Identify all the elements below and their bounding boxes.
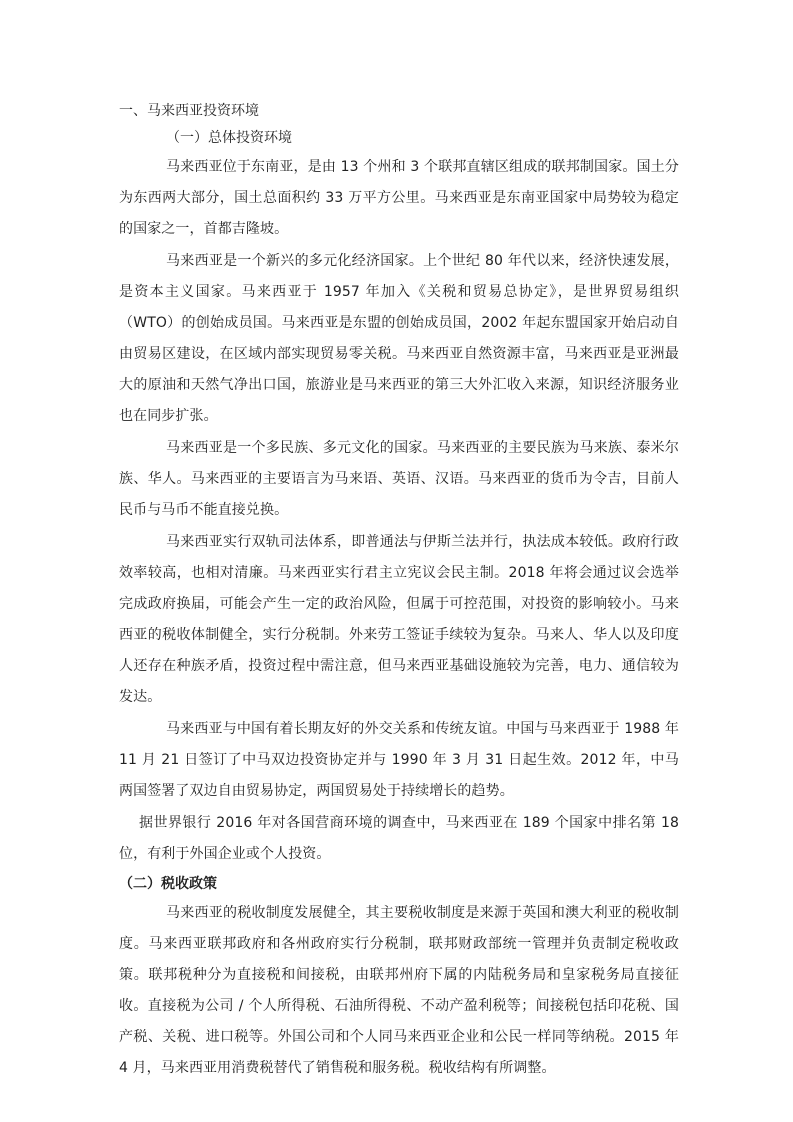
paragraph-china-relations: 马来西亚与中国有着长期友好的外交关系和传统友谊。中国与马来西亚于 1988 年 11 月 21 日签订了中马双边投资协定并与 1990 年 3 月 31 日起生效。2012 年，中马两国签署了双边自由贸易协定，两国贸易处于持续增长的趋势。 (119, 721, 679, 799)
document-body (119, 98, 679, 1085)
section-title: 一、马来西亚投资环境 (119, 103, 259, 119)
paragraph-geography: 马来西亚位于东南亚，是由 13 个州和 3 个联邦直辖区组成的联邦制国家。国土分为东西两大部分，国土总面积约 33 万平方公里。马来西亚是东南亚国家中局势较为稳定的国家之一，首都吉隆坡。 (119, 159, 679, 237)
paragraph-economy: 马来西亚是一个新兴的多元化经济国家。上个世纪 80 年代以来，经济快速发展，是资本主义国家。马来西亚于 1957 年加入《关税和贸易总协定》，是世界贸易组织（WTO）的创始成员国。马来西亚是东盟的创始成员国，2002 年起东盟国家开始启动自由贸易区建设，在区域内部实现贸易零关税。马来西亚自然资源丰富，马来西亚是亚洲最大的原油和天然气净出口国，旅游业是马来西亚的第三大外汇收入来源，知识经济服务业也在同步扩张。 (119, 253, 679, 424)
paragraph-culture: 马来西亚是一个多民族、多元文化的国家。马来西亚的主要民族为马来族、泰米尔族、华人。马来西亚的主要语言为马来语、英语、汉语。马来西亚的货币为令吉，目前人民币与马币不能直接兑换。 (119, 440, 679, 518)
subsection-title-tax-policy: （二）税收政策 (119, 876, 217, 892)
paragraph-world-bank-ranking: 据世界银行 2016 年对各国营商环境的调查中，马来西亚在 189 个国家中排名第 18 位，有利于外国企业或个人投资。 (119, 815, 679, 862)
paragraph-tax-system: 马来西亚的税收制度发展健全，其主要税收制度是来源于英国和澳大利亚的税收制度。马来西亚联邦政府和各州政府实行分税制，联邦财政部统一管理并负责制定税收政策。联邦税种分为直接税和间接税，由联邦州府下属的内陆税务局和皇家税务局直接征收。直接税为公司 / 个人所得税、石油所得税、不动产盈利税等；间接税包括印花税、国产税、关税、进口税等。外国公司和个人同马来西亚企业和公民一样同等纳税。2015 年 4 月，马来西亚用消费税替代了销售税和服务税。税收结构有所调整。 (119, 905, 679, 1076)
subsection-title-overall-environment: （一）总体投资环境 (166, 130, 292, 146)
paragraph-legal-political: 马来西亚实行双轨司法体系，即普通法与伊斯兰法并行，执法成本较低。政府行政效率较高，也相对清廉。马来西亚实行君主立宪议会民主制。2018 年将会通过议会选举完成政府换届，可能会产生一定的政治风险，但属于可控范围，对投资的影响较小。马来西亚的税收体制健全，实行分税制。外来劳工签证手续较为复杂。马来人、华人以及印度人还存在种族矛盾，投资过程中需注意，但马来西亚基础设施较为完善，电力、通信较为发达。 (119, 534, 679, 705)
